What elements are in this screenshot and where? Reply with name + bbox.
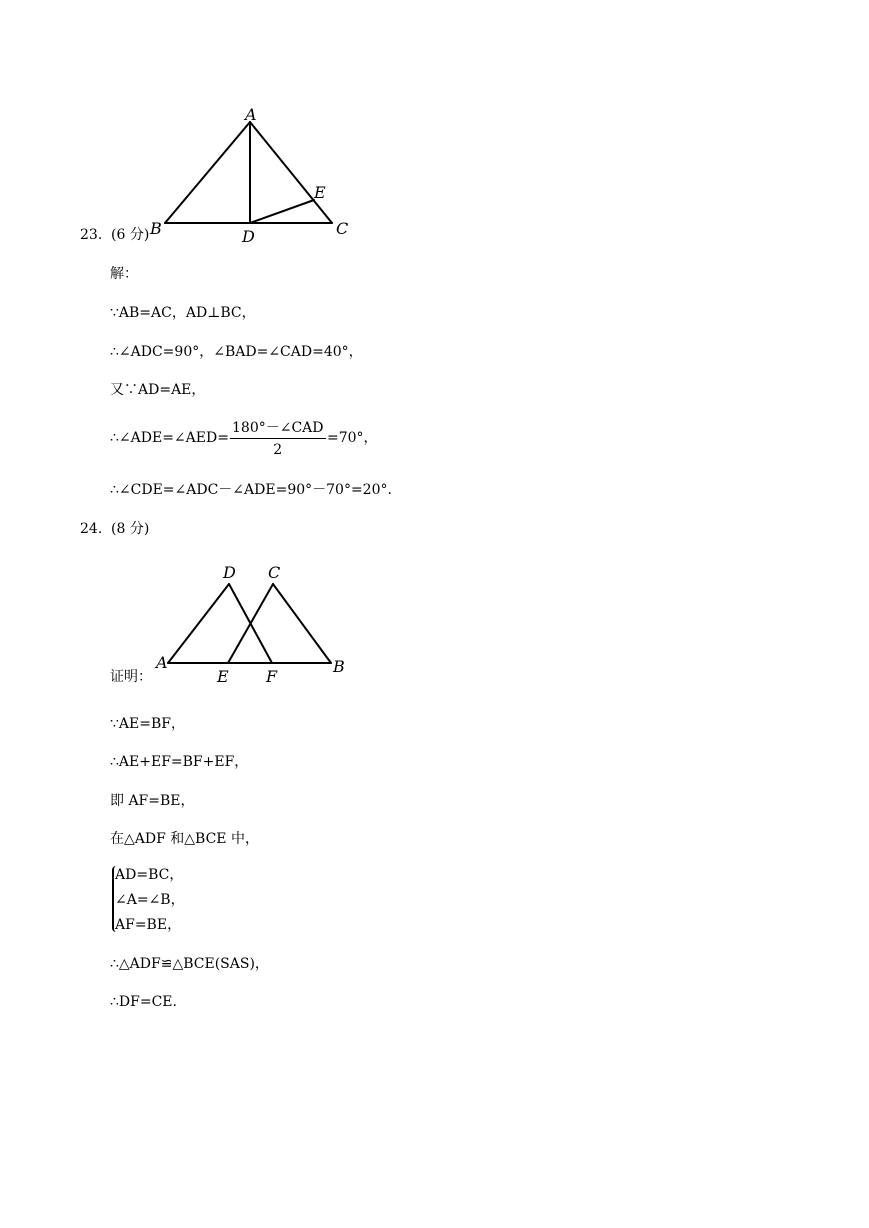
conclusion-line-2: ∴DF=CE.: [110, 994, 177, 1010]
label-f: F: [266, 667, 278, 686]
segment-ab: [165, 122, 250, 223]
overlapping-triangles-diagram: [150, 560, 360, 690]
problem-23-number: 23.: [80, 227, 103, 243]
problem-24-score: (8 分): [111, 521, 150, 537]
fraction-line-prefix: ∴∠ADE=∠AED=: [110, 430, 229, 446]
label-c: C: [336, 219, 349, 238]
label-e: E: [314, 183, 326, 202]
segment-cb: [273, 584, 331, 663]
proof-line-3: 即 AF=BE，: [110, 793, 195, 809]
label-a: A: [156, 653, 168, 672]
label-b: B: [150, 219, 162, 238]
fraction-line-suffix: =70°，: [327, 430, 378, 446]
solution-line-1: ∵AB=AC，AD⊥BC，: [110, 305, 256, 321]
label-c: C: [268, 563, 281, 582]
proof-label: 证明：: [110, 669, 152, 685]
proof-line-1: ∵AE=BF，: [110, 716, 185, 732]
segment-de: [250, 200, 314, 223]
system-line-3: AF=BE，: [115, 917, 182, 933]
solve-label: 解：: [110, 266, 138, 282]
label-b: B: [333, 657, 345, 676]
triangle-abc-diagram: [140, 100, 360, 250]
system-line-1: AD=BC，: [115, 867, 184, 883]
triangle-abc-figure: [140, 100, 360, 250]
conclusion-line-1: ∴△ADF≌△BCE(SAS)，: [110, 956, 269, 972]
proof-line-2: ∴AE+EF=BF+EF，: [110, 754, 249, 770]
problem-23-score: (6 分): [111, 227, 150, 243]
label-e: E: [217, 667, 229, 686]
solution-final-line: ∴∠CDE=∠ADC－∠ADE=90°－70°=20°.: [110, 482, 392, 498]
system-line-2: ∠A=∠B，: [115, 892, 185, 908]
label-d: D: [242, 227, 255, 246]
problem-24-number: 24.: [80, 521, 103, 537]
label-a: A: [245, 105, 257, 124]
fraction-denominator: 2: [273, 442, 283, 458]
solution-line-3: 又∵AD=AE，: [110, 382, 206, 398]
fraction-numerator: 180°－∠CAD: [230, 420, 326, 439]
overlapping-triangles-figure: [150, 560, 360, 690]
segment-ad: [168, 584, 229, 663]
fraction: [230, 420, 326, 458]
solution-line-2: ∴∠ADC=90°，∠BAD=∠CAD=40°，: [110, 344, 363, 360]
label-d: D: [223, 563, 236, 582]
proof-line-4: 在△ADF 和△BCE 中，: [110, 831, 259, 847]
